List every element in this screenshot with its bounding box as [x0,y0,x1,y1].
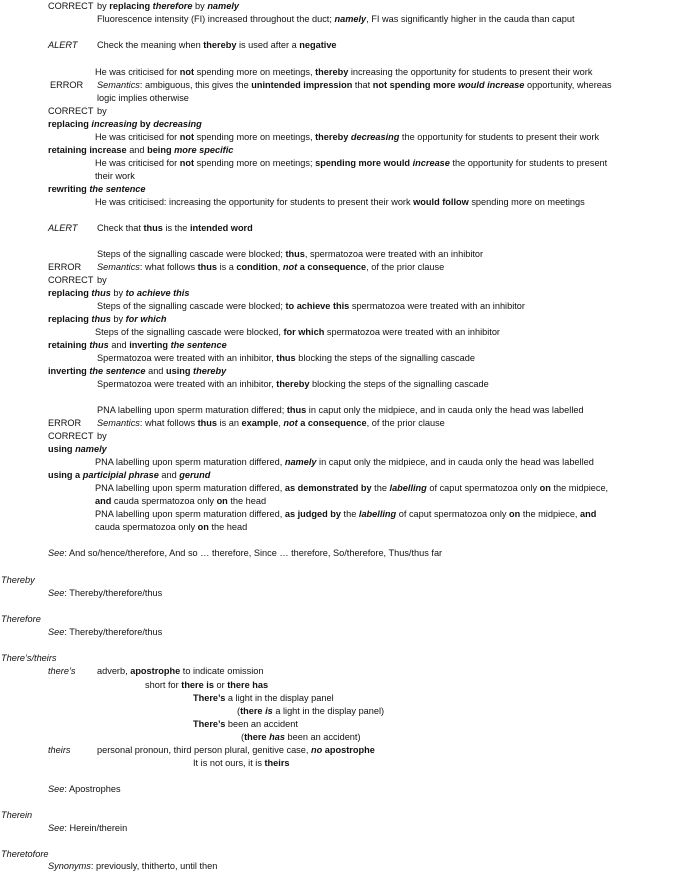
entry-heading-thereby: Thereby [1,575,35,585]
method-heading: replacing increasing by decreasing [48,119,202,129]
see-also: See: Thereby/therefore/thus [48,588,163,598]
entry-heading-therefore: Therefore [1,614,41,624]
correct-by: by [97,275,107,285]
alert-label: ALERT [48,223,78,233]
error-label: ERROR [48,262,82,272]
example-sentence: PNA labelling upon sperm maturation differed, namely in caput only the midpiece, and in cauda only the head was labelled [95,457,594,467]
example-expansion: (there is a light in the display panel) [237,706,385,716]
method-heading: replacing thus by to achieve this [48,288,190,298]
correct-by: by [97,106,107,116]
correct-label: CORRECT [48,106,94,116]
example-sentence: There’s been an accident [193,719,298,729]
error-text-cont: logic implies otherwise [97,93,189,103]
method-heading: replacing thus by for which [48,314,167,324]
word-definition: personal pronoun, third person plural, genitive case, no apostrophe [97,745,375,755]
alert-text: Check the meaning when thereby is used after a negative [97,40,337,50]
alert-label: ALERT [48,40,78,50]
method-heading: retaining thus and inverting the sentence [48,340,227,350]
example-sentence: PNA labelling upon sperm maturation differed, as judged by the labelling of caput spermatozoa only on the midpiece, and [95,509,597,519]
example-sentence: Spermatozoa were treated with an inhibitor, thus blocking the steps of the signalling cascade [97,353,475,363]
method-heading: retaining increase and being more specific [48,145,234,155]
method-heading: using a participial phrase and gerund [48,470,211,480]
example-sentence: Steps of the signalling cascade were blocked; to achieve this spermatozoa were treated with an inhibitor [97,301,525,311]
error-text: Semantics: ambiguous, this gives the unintended impression that not spending more would increase opportunity, whereas [97,80,612,90]
method-heading: using namely [48,444,107,454]
example-sentence: He was criticised for not spending more on meetings, thereby increasing the opportunity for students to present their work [95,67,593,77]
see-also: See: Thereby/therefore/thus [48,627,163,637]
entry-heading-theretofore: Theretofore [1,849,49,859]
example-sentence: It is not ours, it is theirs [193,758,290,768]
example-sentence: He was criticised for not spending more on meetings, thereby decreasing the opportunity for students to present their work [95,132,600,142]
method-heading: rewriting the sentence [48,184,146,194]
example-sentence: Spermatozoa were treated with an inhibitor, thereby blocking the steps of the signalling cascade [97,379,489,389]
example-sentence: Steps of the signalling cascade were blocked, for which spermatozoa were treated with an inhibitor [95,327,500,337]
word-definition: adverb, apostrophe to indicate omission [97,666,264,676]
example-sentence: PNA labelling upon sperm maturation differed; thus in caput only the midpiece, and in cauda only the head was labelled [97,405,584,415]
example-sentence-cont: cauda spermatozoa only on the head [95,522,248,532]
example-expansion: (there has been an accident) [241,732,361,742]
see-also: See: Apostrophes [48,784,121,794]
alert-text: Check that thus is the intended word [97,223,253,233]
word-label: theirs [48,745,71,755]
see-also: See: Herein/therein [48,823,128,833]
word-note: short for there is or there has [145,680,269,690]
correct-label: CORRECT [48,275,94,285]
correct-label: CORRECT [48,1,94,11]
word-label: there’s [48,666,76,676]
example-sentence: He was criticised: increasing the opportunity for students to present their work would follow spending more on meetings [95,197,585,207]
synonyms: Synonyms: previously, thitherto, until then [48,861,218,871]
correct-by: by [97,431,107,441]
entry-heading-therein: Therein [1,810,33,820]
correction-method: by replacing therefore by namely [97,1,239,11]
error-text: Semantics: what follows thus is a condition, not a consequence, of the prior clause [97,262,445,272]
error-text: Semantics: what follows thus is an example, not a consequence, of the prior clause [97,418,445,428]
see-also: See: And so/hence/therefore, And so … therefore, Since … therefore, So/therefore, Thus/thus far [48,548,443,558]
example-sentence: Fluorescence intensity (FI) increased throughout the duct; namely, FI was significantly higher in the cauda than caput [97,14,575,24]
error-label: ERROR [50,80,84,90]
example-sentence: Steps of the signalling cascade were blocked; thus, spermatozoa were treated with an inhibitor [97,249,484,259]
correct-label: CORRECT [48,431,94,441]
error-label: ERROR [48,418,82,428]
example-sentence-cont: and cauda spermatozoa only on the head [95,496,267,506]
method-heading: inverting the sentence and using thereby [48,366,227,376]
example-sentence: There’s a light in the display panel [193,693,334,703]
entry-heading-theres: There’s/theirs [1,653,57,663]
example-sentence: PNA labelling upon sperm maturation differed, as demonstrated by the labelling of caput spermatozoa only on the midpiece, [95,483,609,493]
example-sentence-cont: their work [95,171,135,181]
example-sentence: He was criticised for not spending more on meetings; spending more would increase the opportunity for students to present [95,158,608,168]
